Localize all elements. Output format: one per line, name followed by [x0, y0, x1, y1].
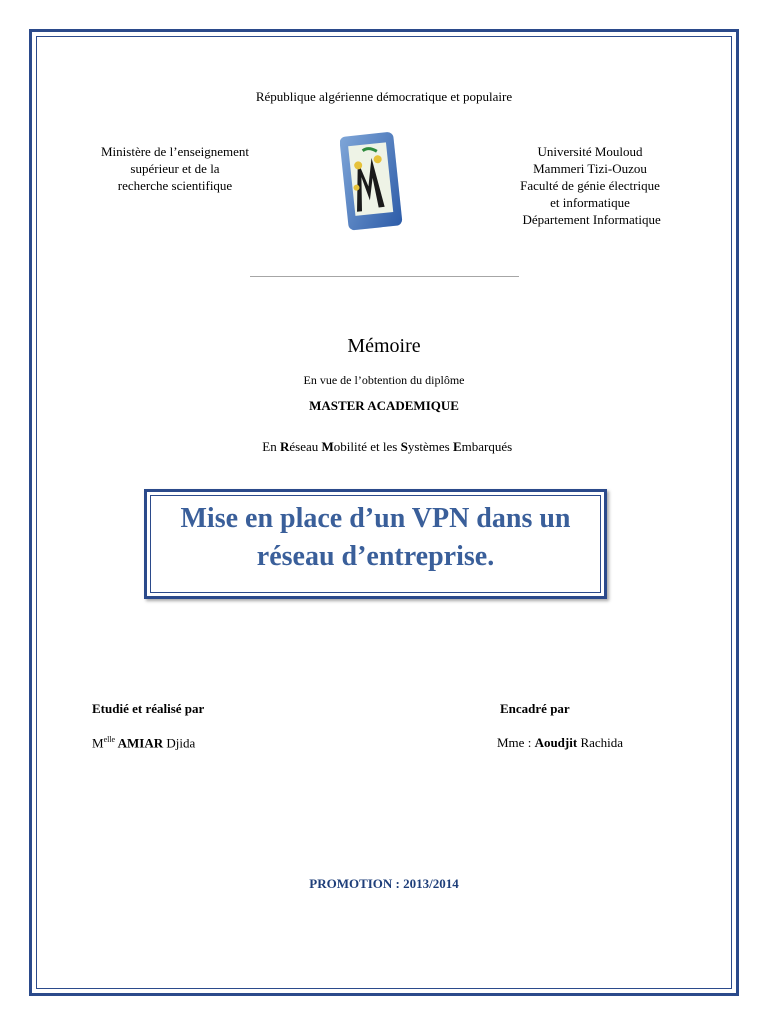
ministry-block	[80, 143, 270, 194]
diploma-name: MASTER ACADEMIQUE	[309, 398, 459, 413]
student-prefix: M	[92, 735, 104, 751]
memoire-subtitle: En vue de l’obtention du diplôme	[303, 373, 465, 387]
student-name	[92, 735, 195, 751]
supervisor-lastname: Aoudjit	[534, 735, 578, 750]
university-line: Mammeri Tizi-Ouzou	[533, 161, 647, 176]
supervisor-prefix: Mme :	[497, 735, 535, 750]
specialite-part: En	[262, 439, 280, 454]
thesis-title: Mise en place d’un VPN dans un réseau d’entreprise.	[180, 503, 571, 572]
student-lastname: AMIAR	[115, 735, 164, 751]
ministry-line: Ministère de l’enseignement	[100, 144, 249, 159]
specialite-part: M	[321, 439, 334, 454]
author-label: Etudié et réalisé par	[92, 701, 205, 716]
ministry-line: recherche scientifique	[117, 178, 233, 193]
specialite-part: obilité et les	[333, 439, 401, 454]
promotion-line: PROMOTION : 2013/2014	[309, 876, 459, 891]
title-box	[144, 489, 607, 599]
university-line: et informatique	[550, 195, 630, 210]
specialite-part: E	[452, 439, 462, 454]
university-block	[490, 143, 690, 228]
university-line: Faculté de génie électrique	[520, 178, 660, 193]
republic-heading: République algérienne démocratique et populaire	[255, 89, 513, 104]
supervisor-name	[497, 735, 623, 751]
university-logo-icon	[340, 130, 404, 234]
ministry-line: supérieur et de la	[130, 161, 220, 176]
student-firstname: Djida	[163, 735, 196, 751]
specialite-part: R	[280, 439, 290, 454]
supervisor-label: Encadré par	[500, 701, 570, 716]
specialite-part: ystèmes	[407, 439, 453, 454]
student-title-sup: elle	[103, 735, 116, 744]
divider-line	[250, 276, 519, 277]
specialite-part: S	[400, 439, 408, 454]
specialite-line	[0, 423, 768, 455]
supervisor-firstname: Rachida	[577, 735, 624, 750]
memoire-heading: Mémoire	[347, 335, 421, 357]
specialite-part: mbarqués	[461, 439, 513, 454]
university-line: Département Informatique	[519, 212, 661, 227]
university-line: Université Mouloud	[537, 144, 643, 159]
specialite-part: éseau	[289, 439, 322, 454]
